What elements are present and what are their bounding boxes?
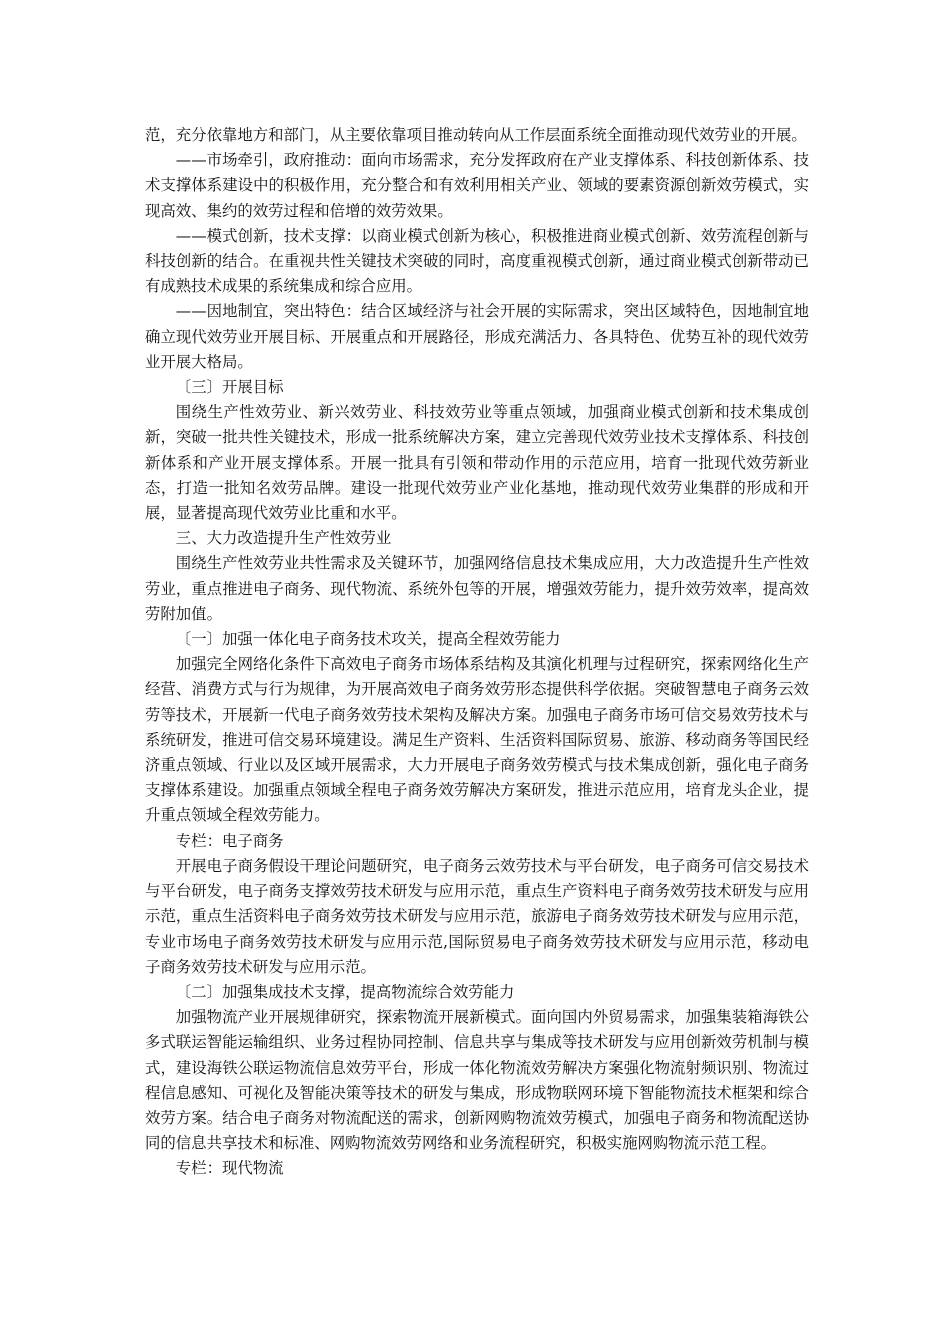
paragraph-ecommerce: 加强完全网络化条件下高效电子商务市场体系结构及其演化机理与过程研究，探索网络化生产经营、消费方式与行为规律，为开展高效电子商务效劳形态提供科学依据。突破智慧电子商务云效劳等技术，开展新一代电子商务效劳技术架构及解决方案。加强电子商务市场可信交易效劳技术与系统研发，推进可信交易环境建设。满足生产资料、生活资料国际贸易、旅游、移动商务等国民经济重点领域、行业以及区域开展需求，大力开展电子商务效劳模式与技术集成创新，强化电子商务支撑体系建设。加强重点领域全程电子商务效劳解决方案研发，推进示范应用，培育龙头企业，提升重点领域全程效劳能力。 — [145, 655, 809, 825]
column-heading-logistics: 专栏：现代物流 — [175, 1159, 284, 1178]
paragraph-goals: 围绕生产性效劳业、新兴效劳业、科技效劳业等重点领域，加强商业模式创新和技术集成创新，突破一批共性关键技术，形成一批系统解决方案，建立完善现代效劳业技术支撑体系、科技创新体系和产业开展支撑体系。开展一批具有引领和带动作用的示范应用，培育一批现代效劳新业态，打造一批知名效劳品牌。建设一批现代效劳业产业化基地，推动现代效劳业集群的形成和开展，显著提高现代效劳业比重和水平。 — [145, 403, 809, 523]
subsection-heading-ecommerce: 〔一〕加强一体化电子商务技术攻关，提高全程效劳能力 — [175, 630, 561, 649]
section-heading-goals: 〔三〕开展目标 — [175, 378, 284, 397]
section-heading-productive-services: 三、大力改造提升生产性效劳业 — [175, 529, 392, 548]
paragraph-ecommerce-column: 开展电子商务假设干理论问题研究，电子商务云效劳技术与平台研发，电子商务可信交易技术与平台研发，电子商务支撑效劳技术研发与应用示范，重点生产资料电子商务效劳技术研发与应用示范，重点生活资料电子商务效劳技术研发与应用示范，旅游电子商务效劳技术研发与应用示范，专业市场电子商务效劳技术研发与应用示范,国际贸易电子商务效劳技术研发与应用示范，移动电子商务效劳技术研发与应用示范。 — [145, 856, 809, 976]
paragraph-productive-services: 围绕生产性效劳业共性需求及关键环节，加强网络信息技术集成应用，大力改造提升生产性效劳业，重点推进电子商务、现代物流、系统外包等的开展，增强效劳能力，提升效劳效率，提高效劳附加值。 — [145, 554, 809, 623]
column-heading-ecommerce: 专栏：电子商务 — [175, 831, 284, 850]
subsection-heading-logistics: 〔二〕加强集成技术支撑，提高物流综合效劳能力 — [175, 982, 515, 1001]
document-body — [145, 123, 809, 1182]
paragraph-principle-market: ——市场牵引，政府推动：面向市场需求，充分发挥政府在产业支撑体系、科技创新体系、技术支撑体系建设中的积极作用，充分整合和有效利用相关产业、领域的要素资源创新效劳模式，实现高效、集约的效劳过程和倍增的效劳效果。 — [145, 151, 809, 220]
paragraph-principle-innovation: ——模式创新，技术支撑：以商业模式创新为核心，积极推进商业模式创新、效劳流程创新与科技创新的结合。在重视共性关键技术突破的同时，高度重视模式创新，通过商业模式创新带动已有成熟技术成果的系统集成和综合应用。 — [145, 226, 809, 296]
paragraph-principle-local: ——因地制宜，突出特色：结合区域经济与社会开展的实际需求，突出区域特色，因地制宜地确立现代效劳业开展目标、开展重点和开展路径，形成充满活力、各具特色、优势互补的现代效劳业开展大格局。 — [145, 302, 809, 371]
paragraph-logistics: 加强物流产业开展规律研究，探索物流开展新模式。面向国内外贸易需求，加强集装箱海铁公多式联运智能运输组织、业务过程协同控制、信息共享与集成等技术研发与应用创新效劳机制与模式，建设海铁公联运物流信息效劳平台，形成一体化物流效劳解决方案强化物流射频识别、物流过程信息感知、可视化及智能决策等技术的研发与集成，形成物联网环境下智能物流技术框架和综合效劳方案。结合电子商务对物流配送的需求，创新网购物流效劳模式，加强电子商务和物流配送协同的信息共享技术和标准、网购物流效劳网络和业务流程研究，积极实施网购物流示范工程。 — [145, 1008, 809, 1153]
paragraph-continuation: 范，充分依靠地方和部门，从主要依靠项目推动转向从工作层面系统全面推动现代效劳业的开展。 — [145, 126, 807, 144]
